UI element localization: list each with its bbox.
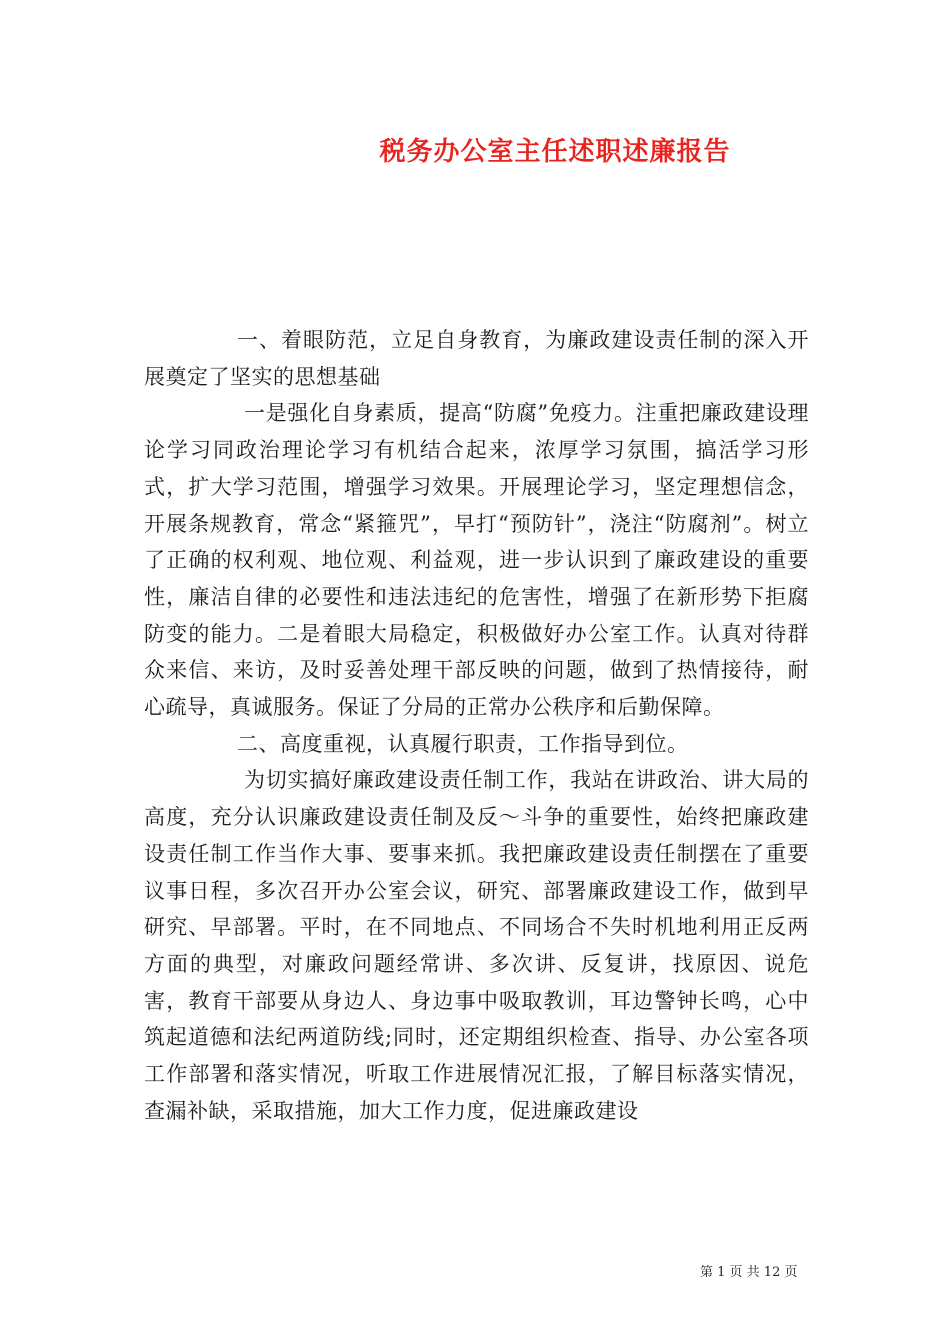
body-paragraph: 一是强化自身素质，提高“防腐”免疫力。注重把廉政建设理论学习同政治理论学习有机结合起来，浓厚学习氛围，搞活学习形式，扩大学习范围，增强学习效果。开展理论学习，坚定理想信念，开展条规教育，常念“紧箍咒”，早打“预防针”，浇注“防腐剂”。树立了正确的权利观、地位观、利益观，进一步认识到了廉政建设的重要性，廉洁自律的必要性和违法违纪的危害性，增强了在新形势下拒腐防变的能力。二是着眼大局稳定，积极做好办公室工作。认真对待群众来信、来访，及时妥善处理干部反映的问题，做到了热情接待，耐心疏导，真诚服务。保证了分局的正常办公秩序和后勤保障。 — [144, 401, 809, 720]
section-heading-1: 一、着眼防范，立足自身教育，为廉政建设责任制的深入开展奠定了坚实的思想基础 — [144, 328, 809, 389]
body-paragraph: 为切实搞好廉政建设责任制工作，我站在讲政治、讲大局的高度，充分认识廉政建设责任制及反～斗争的重要性，始终把廉政建设责任制工作当作大事、要事来抓。我把廉政建设责任制摆在了重要议事日程，多次召开办公室会议，研究、部署廉政建设工作，做到早研究、早部署。平时，在不同地点、不同场合不失时机地利用正反两方面的典型，对廉政问题经常讲、多次讲、反复讲，找原因、说危害，教育干部要从身边人、身边事中吸取教训，耳边警钟长鸣，心中筑起道德和法纪两道防线;同时，还定期组织检查、指导、办公室各项工作部署和落实情况，听取工作进展情况汇报，了解目标落实情况，查漏补缺，采取措施，加大工作力度，促进廉政建设 — [144, 768, 809, 1123]
document-body — [144, 322, 809, 1129]
document-title: 税务办公室主任述职述廉报告 — [379, 137, 731, 167]
page-number: 第 1 页 共 12 页 — [700, 1265, 798, 1280]
section-heading-2: 二、高度重视，认真履行职责，工作指导到位。 — [237, 731, 689, 756]
